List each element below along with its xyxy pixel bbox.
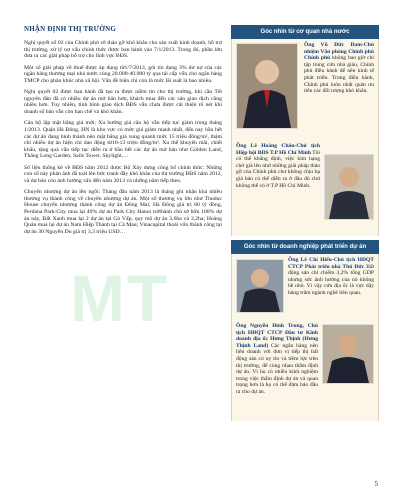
speaker-name: Ông Lê Hoàng Châu-Chủ tịch Hiệp hội BĐS T.P Hồ Chí Minh	[236, 143, 320, 156]
quote-block	[232, 140, 378, 236]
speaker-name: Ông Nguyễn Đình Trung, Chủ tịch HĐQT CTCP Đầu tư Kinh doanh địa ốc Hưng Thịnh (Hưng Thịnh Land)	[236, 323, 318, 349]
speaker-photo	[324, 154, 374, 220]
quote-text: không bao giờ chỉ tập trung cứu nhà giàu, Chính phủ điều hành để nền kinh tế phát triển. Trong điều hành, Chính phủ luôn nhất quán ưu tiên các đối tượng khó khăn.	[304, 55, 374, 95]
banner-developer-view: Góc nhìn từ doanh nghiệp phát triển dự án	[231, 240, 379, 254]
speaker-photo	[236, 43, 298, 129]
watermark: MT	[70, 261, 170, 335]
banner-government-view: Góc nhìn từ cơ quan nhà nước	[231, 25, 379, 39]
speaker-name: Ông Lê Chí Hiếu-Chủ tịch HĐQT CTCP Phát triển nhà Thủ Đức	[288, 257, 374, 270]
speaker-photo	[236, 259, 284, 313]
right-column	[231, 25, 379, 421]
person-photo-icon	[237, 260, 283, 312]
section-title: NHẬN ĐỊNH THỊ TRƯỜNG	[24, 25, 116, 33]
paragraph: Cán hộ lập mặt bằng giá mới: Xu hướng giá căn hộ vẫn tiếp tục giảm trong tháng 1/2013. Quận Hà Đông, HN là khu vực có mức giá giảm mạnh nhất, đến nay hầu hết các dự án đang hình thành nên mặt bằng giá xung quanh mức 15 triệu đồng/m², thậm chí nhiều dự án hiện chỉ dao động từ10-13 triệu đồng/m². Xu thế khuyến mãi, chiết khấu, tặng quà vẫn tiếp tục diễn ra ở hầu hết các dự án mở bán như Golden Land, Thăng Long Garden, Sails Tower, Skylight,…	[24, 120, 222, 160]
left-column	[24, 40, 222, 240]
quote-text: Tôi có thể khẳng định, việc kim hạng chờ giá lên nhờ những giải pháp tháo gỡ của Chính phủ chư không chịu hạ giá bán có thể diễn ra ở đâu đó chứ không thể có ở T.P Hồ Chí Minh.	[236, 149, 320, 189]
page-number: 5	[374, 480, 378, 488]
quote-block	[232, 320, 378, 421]
speaker-photo	[322, 324, 374, 384]
quote-text: Bất động sản chỉ chiếm 3,2% tổng GDP nhưng sức ảnh hưởng của nó không hề nhỏ. Vì vậy cứu địa ốc là vực dậy hàng trăm ngành nghề liên quan.	[288, 263, 374, 296]
speaker-name: Ông Vũ Đức Đam-Chủ nhiệm Văn phòng Chính phủ Chính phủ	[304, 42, 374, 62]
person-photo-icon	[325, 155, 373, 219]
person-photo-icon	[237, 44, 297, 128]
paragraph: Một số giải pháp về thuế được áp dụng từ1/7/2013, gói tín dụng 3% dư nợ của các ngân hàng thương mại nhà nước cùng 20.000-40.000 tỷ qua tái cấp vốn cho ngân hàng TMCP cho phân khúc nhà xã hội. Vấn đề hiện chỉ còn là mức lãi suất là bao nhiêu.	[24, 64, 222, 84]
paragraph: Số liệu thống kê về BĐS năm 2012 được Bộ Xây dựng công bố chính thức: Những con số này phản ánh đã toát lên bức tranh đầy khó khăn của thị trường BĐS năm 2012, và dự báo còn ảnh hưởng xấu đến năm 2013 và những năm tiếp theo.	[24, 164, 222, 184]
quote-block	[232, 254, 378, 320]
paragraph: Chuyển nhượng dự án lên ngôi: Tháng đầu năm 2013 là tháng ghi nhận khá nhiều thương vụ thành công về chuyển nhượng dự án. Một số thương vụ lớn như Thuduc House chuyển nhượng thành công dự án Đông Mai, Hà Đông giá trị 80 tỷ đồng, Perdana Park-City mua lại 40% dự án Park City Hanoi trớthành chủ sở hữu 100% dự án này, Đất Xanh mua lại 2 dự án tại Gò Vấp, quy mô dự án 3,6ha và 3,2ha; Hoàng Quân mua lại dự án Nam Hiệp Thành tại Cà Mau; Vinacapital thoái vốn thành công tại dự án 30 Nguyễn Du giá trị 3,3 triệu USD…	[24, 189, 222, 235]
paragraph: Nghị quyết 02 được ban hành đã tạo ra được niềm tin cho thị trường, khi cần Tết nguyên đán đã có nhiều dự án mở bán hơn, khách mua đến các sàn giao dịch cũng nhiều hơn. Tuy nhiên, tình hình giao dịch BĐS vẫn chưa được cải thiện rõ nét khi doanh số bán vẫn còn hạn chế và khó khăn.	[24, 89, 222, 115]
paragraph: Nghị quyết số 02 của Chính phủ về tháo gỡ khó khăn cho sản xuất kinh doanh, hỗ trợ thị trường, xử lý nợ xấu chính thức được ban hành vào 7/1/2013. Trong đó, phần lớn đưa ra các giải pháp hỗ trợ cho lĩnh vực BĐS.	[24, 40, 222, 60]
quote-text: Các ngân hàng nên liên doanh với đơn vị tiếp thị bất động sản có uy tín và tiềm lực trên thị trường, để cùng nhau thẩm định dự án. Vì họ có nhiều kinh nghiệm trong việc thẩm định dự án và quan trọng hơn là họ có thể đảm bảo đầu ra cho dự án.	[236, 342, 318, 395]
quote-block	[232, 39, 378, 140]
government-view-panel	[231, 39, 379, 236]
developer-view-panel	[231, 254, 379, 421]
person-photo-icon	[323, 325, 373, 383]
